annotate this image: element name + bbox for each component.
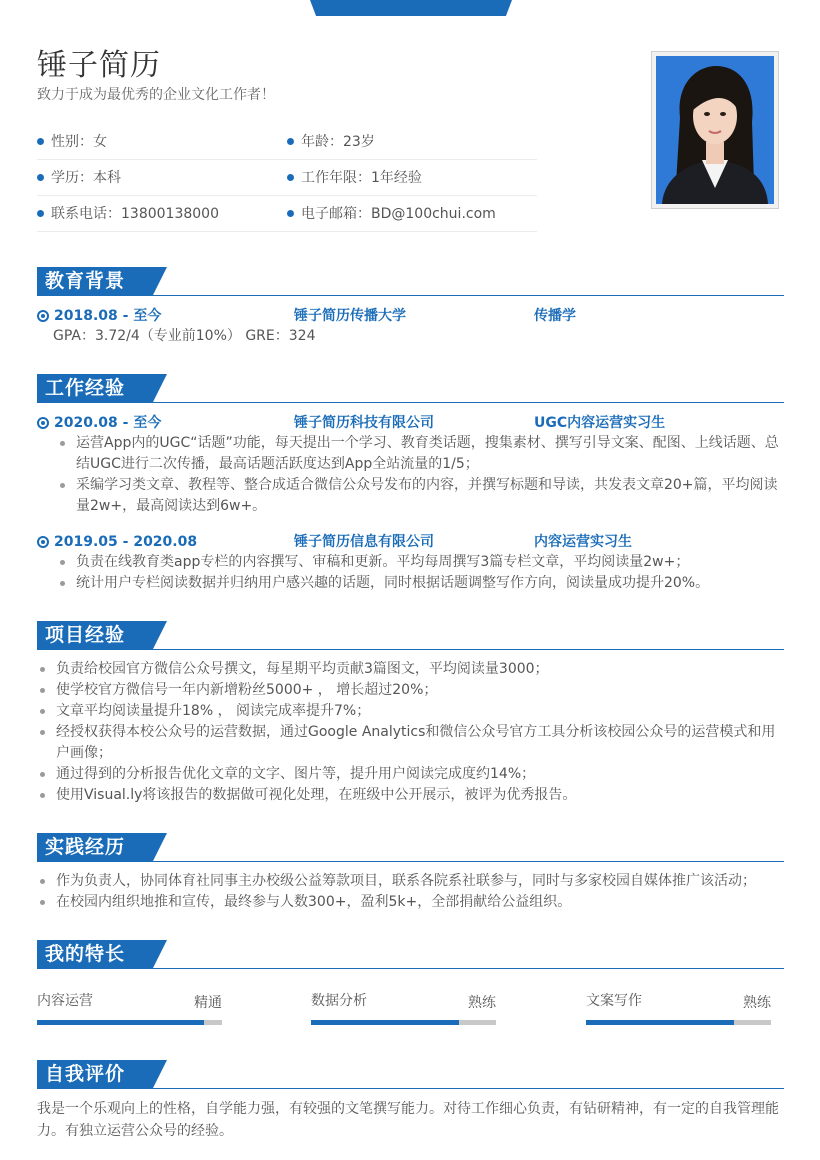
education-major: 传播学 (534, 308, 576, 324)
list-item: 采编学习类文章、教程等、整合成适合微信公众号发布的内容，并撰写标题和导读，共发表文章20+篇，平均阅读量2w+，最高阅读达到6w+。 (58, 475, 784, 517)
section-projects-title: 项目经验 (37, 621, 153, 649)
info-work-years: 工作年限：1年经验 (287, 160, 537, 196)
skill-bar-fill (37, 1020, 204, 1025)
skill-name: 数据分析 (311, 993, 367, 1009)
section-skills (37, 940, 784, 969)
education-school: 锤子简历传播大学 (294, 308, 406, 324)
work-bullets (58, 552, 784, 594)
skill-level: 精通 (194, 995, 222, 1011)
list-item: 通过得到的分析报告优化文章的文字、图片等，提升用户阅读完成度约14%； (38, 764, 784, 785)
info-phone: 联系电话：13800138000 (37, 196, 287, 232)
portrait-photo-icon (656, 56, 774, 204)
skill-bar-track (586, 1020, 771, 1025)
skill-level: 熟练 (743, 995, 771, 1011)
education-entry-head (37, 306, 784, 326)
practice-bullets (38, 871, 784, 913)
info-gender: 性别：女 (37, 124, 287, 160)
top-decoration-tab (310, 0, 512, 16)
section-practice-title: 实践经历 (37, 833, 153, 861)
resume-motto: 致力于成为最优秀的企业文化工作者！ (37, 87, 275, 103)
list-item: 负责给校园官方微信公众号撰文，每星期平均贡献3篇图文，平均阅读量3000； (38, 659, 784, 680)
timeline-dot-icon (37, 536, 49, 548)
list-item: 负责在线教育类app专栏的内容撰写、审稿和更新。平均每周撰写3篇专栏文章，平均阅读量2w+； (58, 552, 784, 573)
skill-name: 内容运营 (37, 993, 93, 1009)
skill-item (586, 988, 771, 1028)
section-projects (37, 621, 784, 650)
project-bullets (38, 659, 784, 806)
basic-info-grid (37, 124, 537, 232)
skill-bar-track (37, 1020, 222, 1025)
skill-bar-fill (586, 1020, 734, 1025)
timeline-dot-icon (37, 310, 49, 322)
section-education (37, 267, 784, 296)
work-role: UGC内容运营实习生 (534, 415, 666, 431)
section-skills-title: 我的特长 (37, 940, 153, 968)
skill-bar-track (311, 1020, 496, 1025)
work-company: 锤子简历科技有限公司 (294, 415, 434, 431)
work-role: 内容运营实习生 (534, 534, 632, 550)
list-item: 经授权获得本校公众号的运营数据，通过Google Analytics和微信公众号官方工具分析该校园公众号的运营模式和用户画像； (38, 722, 784, 764)
photo-frame (651, 51, 779, 209)
section-self-eval-title: 自我评价 (37, 1060, 153, 1088)
list-item: 运营App内的UGC“话题”功能，每天提出一个学习、教育类话题，搜集素材、撰写引导文案、配图、上线话题、总结UGC进行二次传播，最高话题活跃度达到App全站流量的1/5； (58, 433, 784, 475)
skill-item (37, 988, 222, 1028)
info-education: 学历：本科 (37, 160, 287, 196)
work-company: 锤子简历信息有限公司 (294, 534, 434, 550)
list-item: 统计用户专栏阅读数据并归纳用户感兴趣的话题，同时根据话题调整写作方向，阅读量成功提升20%。 (58, 573, 784, 594)
list-item: 在校园内组织地推和宣传，最终参与人数300+，盈利5k+，全部捐献给公益组织。 (38, 892, 784, 913)
skill-bar-fill (311, 1020, 459, 1025)
work-date: 2019.05 - 2020.08 (54, 534, 198, 550)
work-entry-head (37, 532, 784, 552)
section-education-title: 教育背景 (37, 267, 153, 295)
education-detail: GPA：3.72/4（专业前10%） GRE：324 (53, 328, 316, 344)
timeline-dot-icon (37, 417, 49, 429)
resume-name: 锤子简历 (37, 48, 161, 83)
list-item: 文章平均阅读量提升18% ， 阅读完成率提升7%； (38, 701, 784, 722)
skill-level: 熟练 (468, 995, 496, 1011)
self-eval-text: 我是一个乐观向上的性格，自学能力强，有较强的文笔撰写能力。对待工作细心负责，有钻研精神，有一定的自我管理能力。有独立运营公众号的经验。 (37, 1101, 779, 1139)
skill-item (311, 988, 496, 1028)
list-item: 使用Visual.ly将该报告的数据做可视化处理，在班级中公开展示，被评为优秀报告。 (38, 785, 784, 806)
education-date: 2018.08 - 至今 (54, 308, 162, 324)
section-self-eval (37, 1060, 784, 1089)
section-work-title: 工作经验 (37, 374, 153, 402)
work-bullets (58, 433, 784, 517)
work-date: 2020.08 - 至今 (54, 415, 162, 431)
section-work (37, 374, 784, 403)
list-item: 使学校官方微信号一年内新增粉丝5000+ ， 增长超过20%； (38, 680, 784, 701)
list-item: 作为负责人，协同体育社同事主办校级公益筹款项目，联系各院系社联参与，同时与多家校园自媒体推广该活动； (38, 871, 784, 892)
info-age: 年龄：23岁 (287, 124, 537, 160)
skill-name: 文案写作 (586, 993, 642, 1009)
info-email: 电子邮箱：BD@100chui.com (287, 196, 537, 232)
work-entry-head (37, 413, 784, 433)
section-practice (37, 833, 784, 862)
